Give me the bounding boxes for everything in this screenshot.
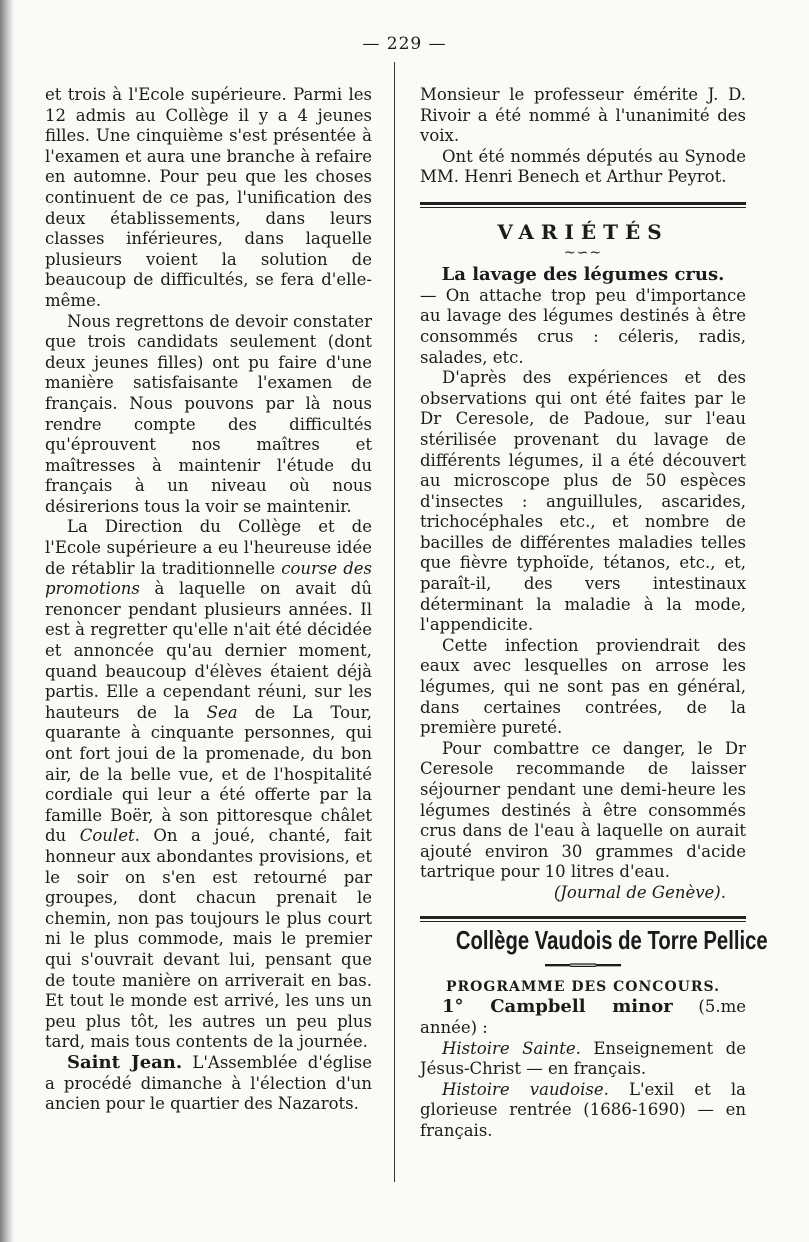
article-title: La lavage des légumes crus. (441, 264, 725, 286)
flourish-ornament: ~∽~ (563, 244, 603, 261)
programme-heading: PROGRAMME DES CONCOURS. (446, 978, 720, 995)
promotions-coulet-italic: Coulet (79, 826, 135, 846)
section-rule-light (420, 207, 746, 208)
campbell-heading: 1° Campbell minor (442, 996, 673, 1018)
paragraph-promotions (45, 517, 372, 1052)
histoire-sainte-text: Enseignement de Jésus-Christ — en français. (420, 1038, 746, 1079)
histoire-vaudoise-line (420, 1080, 746, 1142)
promotions-sea-italic: Sea (206, 702, 238, 722)
college-rule-heavy (420, 916, 746, 919)
paragraph-rivoir: Monsieur le professeur émérite J. D. Rivoir a été nommé à l'unanimité des voix. (420, 85, 746, 146)
article-paragraph-4: Pour combattre ce danger, le Dr Ceresole recommande de laisser séjourner pendant une demi-heure les légumes destinés à être consommés crus dans de l'eau à laquelle on aurait ajouté environ 30 grammes d'acide tartrique pour 10 litres d'eau. (420, 738, 746, 882)
article-paragraph-3: Cette infection proviendrait des eaux avec lesquelles on arrose les légumes, qui ne sont pas en général, dans certaines contrées, de la première pureté. (420, 635, 746, 738)
college-title: Collège Vaudois de Torre Pellice (455, 924, 768, 955)
campbell-year: (5.me année) : (420, 997, 746, 1037)
column-divider (394, 62, 395, 1182)
right-column (420, 85, 768, 1142)
promotions-text-a: La Direction du Collège et de l'Ecole supérieure a eu l'heureuse idée de rétablir la traditionnelle (45, 517, 372, 578)
varietes-title: VARIÉTÉS (497, 219, 669, 244)
paragraph-french-exam: Nous regrettons de devoir constater que trois candidats seulement (dont deux jeunes filles) ont pu faire d'une manière satisfaisante l'examen de français. Nous pouvons par là nous rendre compte des difficultés qu'éprouvent nos maîtres et maîtresses à maintenir l'étude du français à un niveau où nous désirerions tous la voir se maintenir. (45, 311, 372, 516)
histoire-sainte-line (420, 1039, 746, 1080)
promotions-text-b: à laquelle on avait dû renoncer pendant plusieurs années. Il est à regretter qu'elle n'ait été décidée et annoncée qu'au dernier moment, quand beaucoup d'élèves étaient déjà partis. Elle a cependant réuni, sur les hauteurs de la (45, 579, 372, 722)
promotions-text-c: de La Tour, quarante à cinquante personnes, qui ont fort joui de la promenade, du bon air, de la belle vue, et de l'hospitalité cordiale qui leur a été offerte par la famille Boër, à son pittoresque châlet du (45, 702, 372, 846)
campbell-line (420, 997, 746, 1038)
page-number: — 229 — (362, 34, 447, 54)
college-flourish: ━━━═══━━━ (545, 958, 621, 975)
saint-jean-text: L'Assemblée d'église a procédé dimanche à l'élection d'un ancien pour le quartier des Nazarots. (45, 1052, 373, 1114)
section-rule-heavy (420, 202, 746, 205)
paragraph-admissions: et trois à l'Ecole supérieure. Parmi les 12 admis au Collège il y a 4 jeunes filles. Une cinquième s'est présentée à l'examen et aura une branche à refaire en automne. Pour peu que les choses continuent de ce pas, l'unification des deux établissements, dans leurs classes inférieures, dans laquelle plusieurs voient la solution de beaucoup de difficultés, se fera d'elle-même. (45, 85, 372, 310)
left-column (45, 85, 372, 1115)
histoire-vaudoise-text: L'exil et la glorieuse rentrée (1686-1690) — en français. (420, 1079, 746, 1140)
paragraph-saint-jean (45, 1053, 372, 1115)
article-paragraph-2: D'après des expériences et des observations qui ont été faites par le Dr Ceresole, de Padoue, sur l'eau stérilisée provenant du lavage de différents légumes, il a été découvert au microscope plus de 50 espèces d'insectes : anguillules, ascarides, trichocéphales etc., et nombre de bacilles de différentes maladies telles que fièvre typhoïde, tétanos, etc., et, paraît-il, des vers intestinaux déterminant la maladie à la mode, l'appendicite. (420, 368, 746, 635)
page-binding-shadow (0, 0, 14, 1242)
histoire-vaudoise-label: Histoire vaudoise. (442, 1079, 609, 1099)
article-paragraph-1: — On attache trop peu d'importance au lavage des légumes destinés à être consommés crus : céleris, radis, salades, etc. (420, 285, 746, 367)
histoire-sainte-label: Histoire Sainte. (442, 1038, 581, 1058)
promotions-course-italic: course des promotions (45, 558, 373, 599)
promotions-text-d: . On a joué, chanté, fait honneur aux abondantes provisions, et le soir on s'en est retourné par groupes, dont chacun prenait le chemin, non pas toujours le plus court ni le plus commode, mais le premier qui s'ouvrait devant lui, pensant que de toute manière on arriverait en bas. Et tout le monde est arrivé, les uns un peu plus tôt, les autres un peu plus tard, mais tous contents de la journée. (45, 826, 372, 1052)
saint-jean-heading: Saint Jean. (67, 1051, 183, 1073)
paragraph-deputies: Ont été nommés députés au Synode MM. Henri Benech et Arthur Peyrot. (420, 146, 746, 187)
college-rule-light (420, 921, 746, 922)
article-source: (Journal de Genève). (553, 882, 726, 902)
